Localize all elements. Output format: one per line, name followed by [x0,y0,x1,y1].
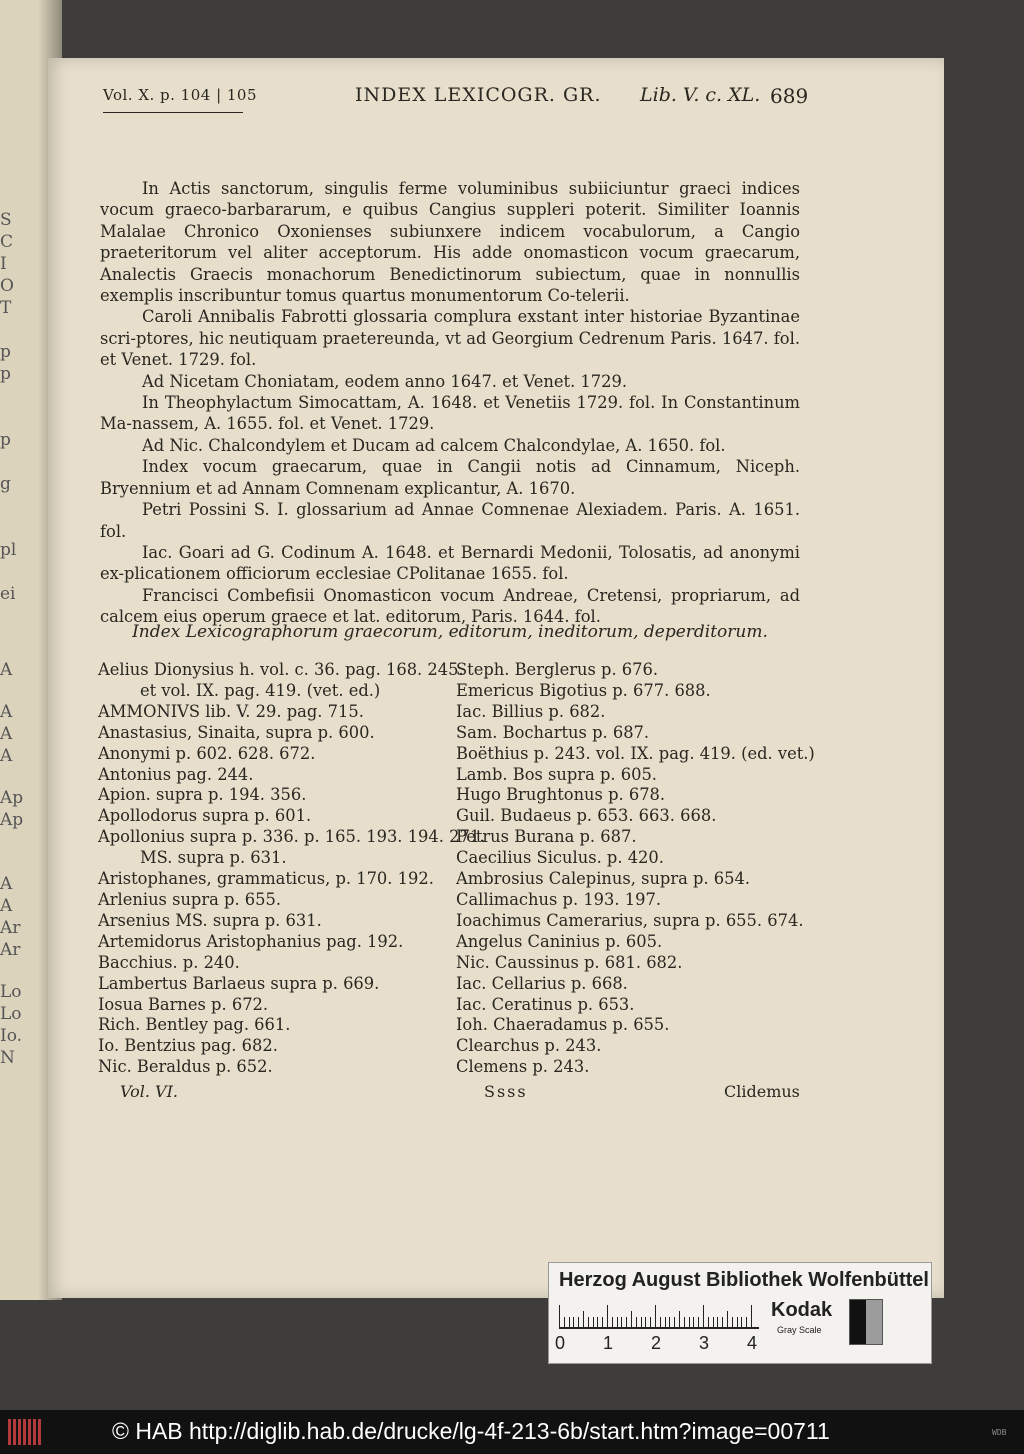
ruler-tick [597,1317,598,1327]
ruler-tick [583,1311,584,1327]
index-entry: Apion. supra p. 194. 356. [98,785,307,805]
ruler-tick [741,1317,742,1327]
index-entry: Aristophanes, grammaticus, p. 170. 192. [98,869,434,889]
index-column-right [456,660,815,1078]
prev-page-fragment: g [0,474,11,494]
body-paragraph: Petri Possini S. I. glossarium ad Annae Comnenae Alexiadem. Paris. A. 1651. fol. [100,500,800,541]
ruler-tick [617,1317,618,1327]
body-paragraph: Caroli Annibalis Fabrotti glossaria complura exstant inter historiae Byzantinae scri-ptores, hic neutiquam praetereunda, vt ad Georgium Cedrenum Paris. 1647. fol. et Venet. 1729. fol. [100,307,800,370]
prev-page-fragment: S [0,210,12,230]
index-entry: Apollodorus supra p. 601. [98,806,312,826]
ruler-tick [693,1317,694,1327]
index-entry: Rich. Bentley pag. 661. [98,1015,291,1035]
index-entry: Nic. Beraldus p. 652. [98,1057,273,1077]
footer-volume: Vol. VI. [120,1082,178,1101]
ruler-number: 2 [651,1333,662,1353]
body-paragraph: In Theophylactum Simocattam, A. 1648. et Venetiis 1729. fol. In Constantinum Ma-nassem, A. 1655. fol. et Venet. 1729. [100,393,800,434]
ruler-tick [665,1317,666,1327]
ruler-tick [573,1317,574,1327]
index-entry: Guil. Budaeus p. 653. 663. 668. [456,806,717,826]
ruler-number: 3 [699,1333,710,1353]
index-entry: Bacchius. p. 240. [98,952,240,972]
ruler-tick [593,1317,594,1327]
index-entry: Clearchus p. 243. [456,1036,602,1056]
ruler-tick [684,1317,685,1327]
index-entry: Arlenius supra p. 655. [98,889,282,909]
ruler-tick [621,1317,622,1327]
prev-page-fragment: Lo [0,982,22,1002]
index-entry: Artemidorus Aristophanius pag. 192. [98,931,404,951]
prev-page-fragment: p [0,430,11,450]
index-entry: Nic. Caussinus p. 681. 682. [456,952,683,972]
ruler-tick [713,1317,714,1327]
scale-ruler [559,1303,759,1329]
prev-page-fragment: A [0,724,13,744]
body-text [100,178,800,628]
prev-page-fragment: Ap [0,810,24,830]
index-entry: Hugo Brughtonus p. 678. [456,785,666,805]
ruler-tick [722,1317,723,1327]
body-paragraph: Ad Nicetam Choniatam, eodem anno 1647. et Venet. 1729. [142,371,628,391]
index-entry: MS. supra p. 631. [140,848,287,868]
index-entry: Io. Bentzius pag. 682. [98,1036,278,1056]
header-title: INDEX LEXICOGR. GR. [355,84,602,106]
ruler-tick [588,1317,589,1327]
footer-signature: Ssss [484,1082,528,1101]
index-entry: Sam. Bochartus p. 687. [456,722,650,742]
index-entry: Iac. Ceratinus p. 653. [456,994,635,1014]
ruler-tick [737,1317,738,1327]
header-book-chapter: Lib. V. c. XL. [640,84,761,106]
prev-page-fragment: A [0,702,13,722]
corner-mark: WDB [992,1428,1007,1437]
ruler-tick [655,1305,656,1327]
index-entry: Callimachus p. 193. 197. [456,889,662,909]
index-entry: Lamb. Bos supra p. 605. [456,764,657,784]
ruler-tick [626,1317,627,1327]
kodak-subtitle: Gray Scale [777,1325,822,1335]
index-entry: Lambertus Barlaeus supra p. 669. [98,973,380,993]
prev-page-fragment: A [0,874,13,894]
index-entry: AMMONIVS lib. V. 29. pag. 715. [98,701,364,721]
prev-page-fragment: A [0,660,13,680]
index-entry: Apollonius supra p. 336. p. 165. 193. 194. 271. [98,827,486,847]
kodak-logo: Kodak [771,1299,833,1321]
ruler-tick [708,1317,709,1327]
index-entry: Ioh. Chaeradamus p. 655. [456,1015,670,1035]
ruler-tick [703,1305,704,1327]
ruler-tick [660,1317,661,1327]
body-paragraph: Francisci Combefisii Onomasticon vocum Andreae, Cretensi, propriarum, ad calcem eius operum graece et lat. editorum, Paris. 1644. fol. [100,585,800,627]
library-color-target [548,1262,932,1364]
header-volume-ref: Vol. X. p. 104 | 105 [103,86,258,104]
prev-page-fragment: Io. [0,1026,23,1046]
ruler-tick [578,1317,579,1327]
ruler-tick [698,1317,699,1327]
page-header [0,86,1024,116]
body-paragraph: Index vocum graecarum, quae in Cangii notis ad Cinnamum, Niceph. Bryennium et ad Annam Comnenam explicantur, A. 1670. [100,457,800,498]
index-entry: Ambrosius Calepinus, supra p. 654. [456,869,751,889]
prev-page-fragment: Ap [0,788,24,808]
prev-page-fragment: T [0,298,12,318]
ruler-tick [727,1311,728,1327]
index-entry: Aelius Dionysius h. vol. c. 36. pag. 168. 245. [98,660,464,679]
prev-page-fragment: O [0,276,14,296]
ruler-tick [569,1317,570,1327]
index-entry: Anonymi p. 602. 628. 672. [98,743,316,763]
ruler-tick [636,1317,637,1327]
ruler-number: 1 [603,1333,614,1353]
index-entry: et vol. IX. pag. 419. (vet. ed.) [140,680,381,700]
ruler-tick [679,1311,680,1327]
prev-page-fragment: N [0,1048,15,1068]
index-entry: Ioachimus Camerarius, supra p. 655. 674. [456,910,804,930]
index-entry: Iosua Barnes p. 672. [98,994,269,1014]
index-entry: Steph. Berglerus p. 676. [456,660,659,679]
body-paragraph: Ad Nic. Chalcondylem et Ducam ad calcem Chalcondylae, A. 1650. fol. [142,435,726,455]
prev-page-fragment: pl [0,540,17,560]
ruler-tick [650,1317,651,1327]
prev-page-fragment: A [0,746,13,766]
ruler-tick [607,1305,608,1327]
index-entry: Antonius pag. 244. [98,764,254,784]
ruler-tick [669,1317,670,1327]
prev-page-fragment: Lo [0,1004,22,1024]
index-column-left [98,660,486,1078]
hab-logo-icon [8,1419,44,1445]
index-entry: Petrus Burana p. 687. [456,827,637,847]
page-number: 689 [770,84,809,108]
ruler-tick [564,1317,565,1327]
copyright-bar [0,1410,1024,1454]
index-entry: Anastasius, Sinaita, supra p. 600. [98,722,375,742]
ruler-number: 4 [747,1333,758,1353]
index-entry: Clemens p. 243. [456,1057,590,1077]
ruler-tick [689,1317,690,1327]
prev-page-fragment: Ar [0,940,21,960]
ruler-tick [746,1317,747,1327]
index-entry: Caecilius Siculus. p. 420. [456,848,664,868]
prev-page-fragment: p [0,364,11,384]
index-entry: Iac. Billius p. 682. [456,701,606,721]
index-entry: Boëthius p. 243. vol. IX. pag. 419. (ed. vet.) [456,743,815,763]
ruler-tick [751,1305,752,1327]
ruler-tick [717,1317,718,1327]
index-entry: Angelus Caninius p. 605. [456,931,663,951]
gray-scale-patch [849,1299,883,1345]
index-entry: Iac. Cellarius p. 668. [456,973,628,993]
ruler-tick [732,1317,733,1327]
copyright-url: © HAB http://diglib.hab.de/drucke/lg-4f-213-6b/start.htm?image=00711 [112,1418,830,1444]
index-heading: Index Lexicographorum graecorum, editorum, ineditorum, deperditorum. [132,622,768,642]
ruler-tick [631,1311,632,1327]
footer-catchword: Clidemus [724,1082,800,1101]
index-entry: Emericus Bigotius p. 677. 688. [456,680,711,700]
library-name: Herzog August Bibliothek Wolfenbüttel [559,1269,929,1291]
ruler-tick [612,1317,613,1327]
ruler-tick [674,1317,675,1327]
ruler-number: 0 [555,1333,566,1353]
prev-page-fragment: p [0,342,11,362]
ruler-tick [641,1317,642,1327]
body-paragraph: Iac. Goari ad G. Codinum A. 1648. et Bernardi Medonii, Tolosatis, ad anonymi ex-plicationem officiorum ecclesiae CPolitanae 1655. fol. [100,542,800,584]
header-underline [103,112,243,113]
ruler-tick [602,1317,603,1327]
prev-page-fragment: C [0,232,14,252]
index-entry: Arsenius MS. supra p. 631. [98,910,322,930]
ruler-tick [645,1317,646,1327]
prev-page-fragment: ei [0,584,16,604]
prev-page-fragment: I [0,254,7,274]
prev-page-fragment: A [0,896,13,916]
prev-page-fragment: Ar [0,918,21,938]
ruler-tick [559,1305,560,1327]
body-paragraph: In Actis sanctorum, singulis ferme voluminibus subiiciuntur graeci indices vocum graeco-barbararum, e quibus Cangius suppleri poterit. Similiter Ioannis Malalae Chronico Oxonienses subiunxere indicem vocabulorum, a Cangio praeteritorum vel aliter acceptorum. His adde onomasticon vocum graecarum, Analectis Graecis monachorum Benedictinorum subiectum, quae in nonnullis exemplis inscribuntur tomus quartus monumentorum Co-telerii. [100,179,800,306]
